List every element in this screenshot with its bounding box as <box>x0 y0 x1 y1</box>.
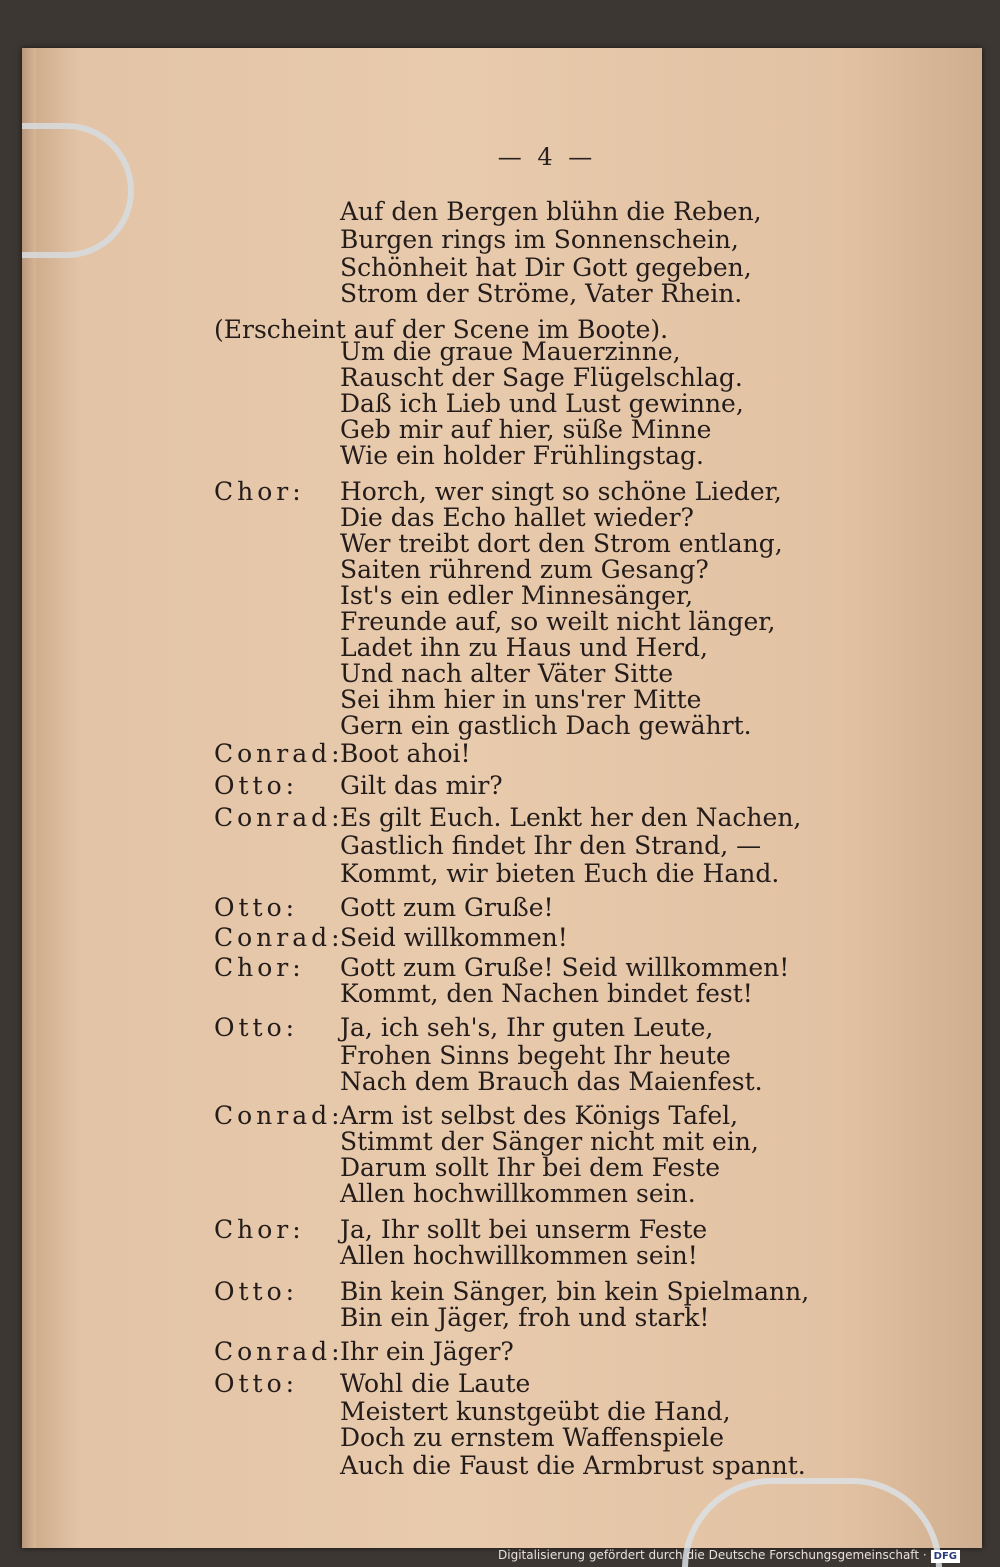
stage-direction: (Erscheint auf der Scene im Boote). <box>214 315 669 344</box>
credit-text: Digitalisierung gefördert durch die Deutsche Forschungsgemeinschaft · <box>498 1548 927 1562</box>
speaker-label: Conrad: <box>214 923 344 952</box>
verse-line: Es gilt Euch. Lenkt her den Nachen, <box>340 803 802 832</box>
speaker-label: Otto: <box>214 1013 299 1042</box>
speaker-label: Otto: <box>214 1277 299 1306</box>
verse-line: Ist's ein edler Minnesänger, <box>340 581 694 610</box>
verse-line: Allen hochwillkommen sein! <box>340 1241 698 1270</box>
verse-line: Geb mir auf hier, süße Minne <box>340 415 712 444</box>
verse-line: Frohen Sinns begeht Ihr heute <box>340 1041 731 1070</box>
verse-line: Bin ein Jäger, froh und stark! <box>340 1303 710 1332</box>
speaker-label: Otto: <box>214 771 299 800</box>
verse-line: Saiten rührend zum Gesang? <box>340 555 709 584</box>
verse-line: Gott zum Gruße! <box>340 893 554 922</box>
verse-line: Darum sollt Ihr bei dem Feste <box>340 1153 721 1182</box>
verse-line: Meistert kunstgeübt die Hand, <box>340 1397 731 1426</box>
verse-line: Kommt, den Nachen bindet fest! <box>340 979 753 1008</box>
verse-line: Auch die Faust die Armbrust spannt. <box>340 1451 806 1480</box>
verse-line: Boot ahoi! <box>340 739 471 768</box>
verse-line: Auf den Bergen blühn die Reben, <box>340 197 762 226</box>
verse-line: Doch zu ernstem Waffenspiele <box>340 1423 725 1452</box>
verse-line: Allen hochwillkommen sein. <box>340 1179 696 1208</box>
speaker-label: Otto: <box>214 1369 299 1398</box>
verse-line: Um die graue Mauerzinne, <box>340 337 681 366</box>
verse-line: Ihr ein Jäger? <box>340 1337 514 1366</box>
verse-line: Ladet ihn zu Haus und Herd, <box>340 633 708 662</box>
verse-line: Gastlich findet Ihr den Strand, — <box>340 831 762 860</box>
digitization-credit <box>498 1548 960 1563</box>
paper-clip-top <box>22 123 134 258</box>
verse-line: Nach dem Brauch das Maienfest. <box>340 1067 763 1096</box>
book-page <box>22 48 982 1548</box>
verse-line: Daß ich Lieb und Lust gewinne, <box>340 389 744 418</box>
verse-line: Stimmt der Sänger nicht mit ein, <box>340 1127 759 1156</box>
speaker-label: Chor: <box>214 477 305 506</box>
verse-line: Arm ist selbst des Königs Tafel, <box>340 1101 739 1130</box>
page-number: — 4 — <box>497 143 597 171</box>
verse-line: Gern ein gastlich Dach gewährt. <box>340 711 752 740</box>
verse-line: Gott zum Gruße! Seid willkommen! <box>340 953 790 982</box>
verse-line: Die das Echo hallet wieder? <box>340 503 694 532</box>
verse-line: Wie ein holder Frühlingstag. <box>340 441 705 470</box>
verse-line: Horch, wer singt so schöne Lieder, <box>340 477 782 506</box>
verse-line: Schönheit hat Dir Gott gegeben, <box>340 253 752 282</box>
verse-line: Und nach alter Väter Sitte <box>340 659 674 688</box>
dfg-logo: DFG <box>931 1550 960 1563</box>
speaker-label: Chor: <box>214 953 305 982</box>
verse-line: Kommt, wir bieten Euch die Hand. <box>340 859 780 888</box>
verse-line: Ja, ich seh's, Ihr guten Leute, <box>340 1013 714 1042</box>
verse-line: Wohl die Laute <box>340 1369 531 1398</box>
speaker-label: Otto: <box>214 893 299 922</box>
speaker-label: Conrad: <box>214 1337 344 1366</box>
verse-line: Wer treibt dort den Strom entlang, <box>340 529 783 558</box>
verse-line: Ja, Ihr sollt bei unserm Feste <box>340 1215 708 1244</box>
speaker-label: Conrad: <box>214 1101 344 1130</box>
verse-line: Bin kein Sänger, bin kein Spielmann, <box>340 1277 810 1306</box>
page-edge <box>22 48 36 1548</box>
speaker-label: Conrad: <box>214 739 344 768</box>
verse-line: Sei ihm hier in uns'rer Mitte <box>340 685 702 714</box>
verse-line: Freunde auf, so weilt nicht länger, <box>340 607 776 636</box>
speaker-label: Chor: <box>214 1215 305 1244</box>
verse-line: Rauscht der Sage Flügelschlag. <box>340 363 743 392</box>
speaker-label: Conrad: <box>214 803 344 832</box>
verse-line: Seid willkommen! <box>340 923 568 952</box>
verse-line: Strom der Ströme, Vater Rhein. <box>340 279 743 308</box>
verse-line: Gilt das mir? <box>340 771 503 800</box>
verse-line: Burgen rings im Sonnenschein, <box>340 225 739 254</box>
